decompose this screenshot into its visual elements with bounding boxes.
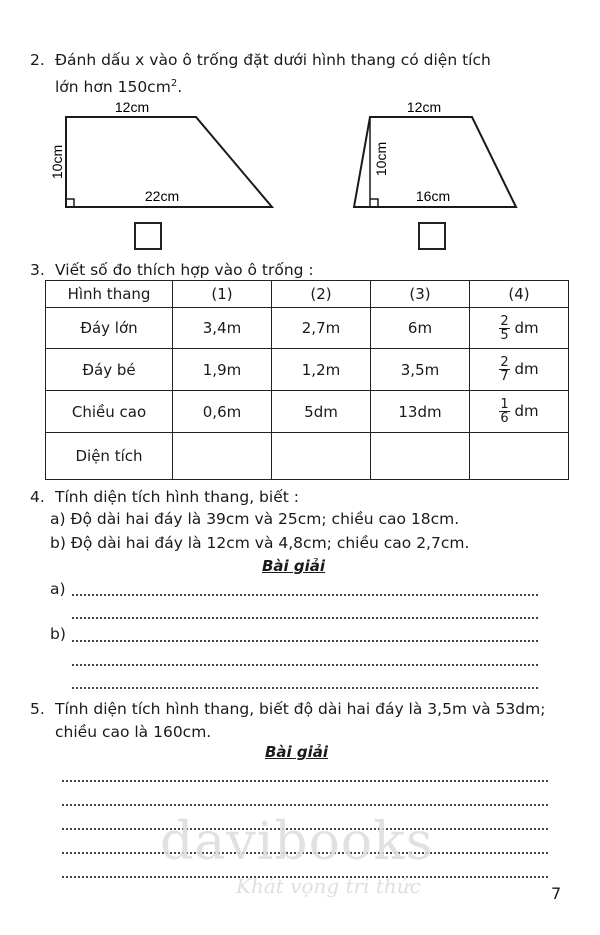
- answer-cell[interactable]: [272, 433, 371, 480]
- table-header-cell: (2): [272, 281, 371, 308]
- q3-title: Viết số đo thích hợp vào ô trống :: [55, 261, 314, 279]
- table-header-cell: (1): [173, 281, 272, 308]
- q5-number: 5.: [30, 700, 45, 718]
- table-cell: 6m: [371, 308, 470, 349]
- answer-line[interactable]: [62, 780, 548, 782]
- trapezoid-measurements-table: [45, 280, 569, 480]
- table-cell: 1,9m: [173, 349, 272, 391]
- trapezoid-2-right-angle-mark: [370, 199, 378, 207]
- table-row: [46, 433, 569, 480]
- q4-solution-heading: Bài giải: [262, 557, 326, 575]
- answer-line[interactable]: [72, 640, 538, 642]
- fraction: [499, 398, 509, 425]
- trapezoid-2-checkbox[interactable]: [418, 222, 446, 250]
- trapezoid-2-figure: [340, 95, 540, 220]
- fraction-unit: dm: [514, 360, 539, 378]
- q4-answer-a-label: a): [50, 580, 66, 598]
- q2-line2-sup: 2: [170, 78, 178, 89]
- table-cell: 0,6m: [173, 391, 272, 433]
- watermark-slogan: Khát vọng tri thức: [236, 874, 421, 898]
- trapezoid-1-height-label: 10cm: [49, 144, 65, 180]
- fraction-numerator: 2: [500, 313, 509, 329]
- answer-line[interactable]: [72, 594, 538, 596]
- table-cell: 1,2m: [272, 349, 371, 391]
- answer-line[interactable]: [72, 617, 538, 619]
- answer-line[interactable]: [62, 804, 548, 806]
- q5-solution-heading: Bài giải: [265, 743, 329, 761]
- table-cell: 3,4m: [173, 308, 272, 349]
- fraction-unit: dm: [514, 402, 539, 420]
- table-header-cell: (4): [470, 281, 569, 308]
- fraction-unit: dm: [514, 318, 539, 337]
- trapezoid-2-top-label: 12cm: [406, 99, 442, 115]
- trapezoid-2-bottom-label: 16cm: [415, 188, 451, 204]
- table-row: [46, 308, 569, 349]
- q2-number: 2.: [30, 51, 45, 69]
- q3-number: 3.: [30, 261, 45, 279]
- q5-text-line2: chiều cao là 160cm.: [55, 723, 212, 741]
- q2-text-line1: Đánh dấu x vào ô trống đặt dưới hình thang có diện tích: [55, 51, 491, 69]
- table-cell: 3,5m: [371, 349, 470, 391]
- trapezoid-1-bottom-label: 22cm: [144, 188, 180, 204]
- table-cell-fraction: [470, 308, 569, 349]
- page-number: 7: [551, 884, 562, 903]
- table-cell: 5dm: [272, 391, 371, 433]
- trapezoid-1-right-angle-mark: [66, 199, 74, 207]
- row-label: Đáy lớn: [46, 308, 173, 349]
- trapezoid-2-height-label: 10cm: [373, 141, 389, 177]
- fraction-denominator: 5: [500, 327, 509, 343]
- q4-number: 4.: [30, 488, 45, 506]
- table-row: [46, 391, 569, 433]
- q4-part-a: a) Độ dài hai đáy là 39cm và 25cm; chiều cao 18cm.: [50, 510, 460, 528]
- row-label: Chiều cao: [46, 391, 173, 433]
- q5-text-line1: Tính diện tích hình thang, biết độ dài hai đáy là 3,5m và 53dm;: [55, 700, 546, 718]
- answer-line[interactable]: [72, 687, 538, 689]
- fraction-numerator: 2: [500, 355, 509, 370]
- q2-line2-prefix: lớn hơn 150cm: [55, 78, 171, 97]
- q2-line2-suffix: .: [177, 78, 183, 97]
- table-cell: 2,7m: [272, 308, 371, 349]
- answer-line[interactable]: [72, 664, 538, 666]
- fraction-denominator: 6: [500, 411, 509, 426]
- row-label: Diện tích: [46, 433, 173, 480]
- q4-title: Tính diện tích hình thang, biết :: [55, 488, 299, 506]
- table-header-cell: (3): [371, 281, 470, 308]
- fraction-numerator: 1: [500, 397, 509, 412]
- row-label: Đáy bé: [46, 349, 173, 391]
- table-header-row: [46, 281, 569, 308]
- answer-cell[interactable]: [173, 433, 272, 480]
- answer-cell[interactable]: [470, 433, 569, 480]
- trapezoid-1-top-label: 12cm: [114, 99, 150, 115]
- trapezoid-1-checkbox[interactable]: [134, 222, 162, 250]
- q4-answer-b-label: b): [50, 625, 66, 643]
- table-cell: 13dm: [371, 391, 470, 433]
- table-cell-fraction: [470, 391, 569, 433]
- answer-cell[interactable]: [371, 433, 470, 480]
- q4-part-b: b) Độ dài hai đáy là 12cm và 4,8cm; chiều cao 2,7cm.: [50, 534, 470, 552]
- trapezoid-1-figure: [40, 95, 290, 220]
- table-row: [46, 349, 569, 391]
- fraction: [499, 356, 509, 383]
- table-header-cell: Hình thang: [46, 281, 173, 308]
- fraction-denominator: 7: [500, 369, 509, 384]
- table-cell-fraction: [470, 349, 569, 391]
- fraction: [499, 315, 509, 342]
- watermark-brand: davibooks: [160, 812, 434, 872]
